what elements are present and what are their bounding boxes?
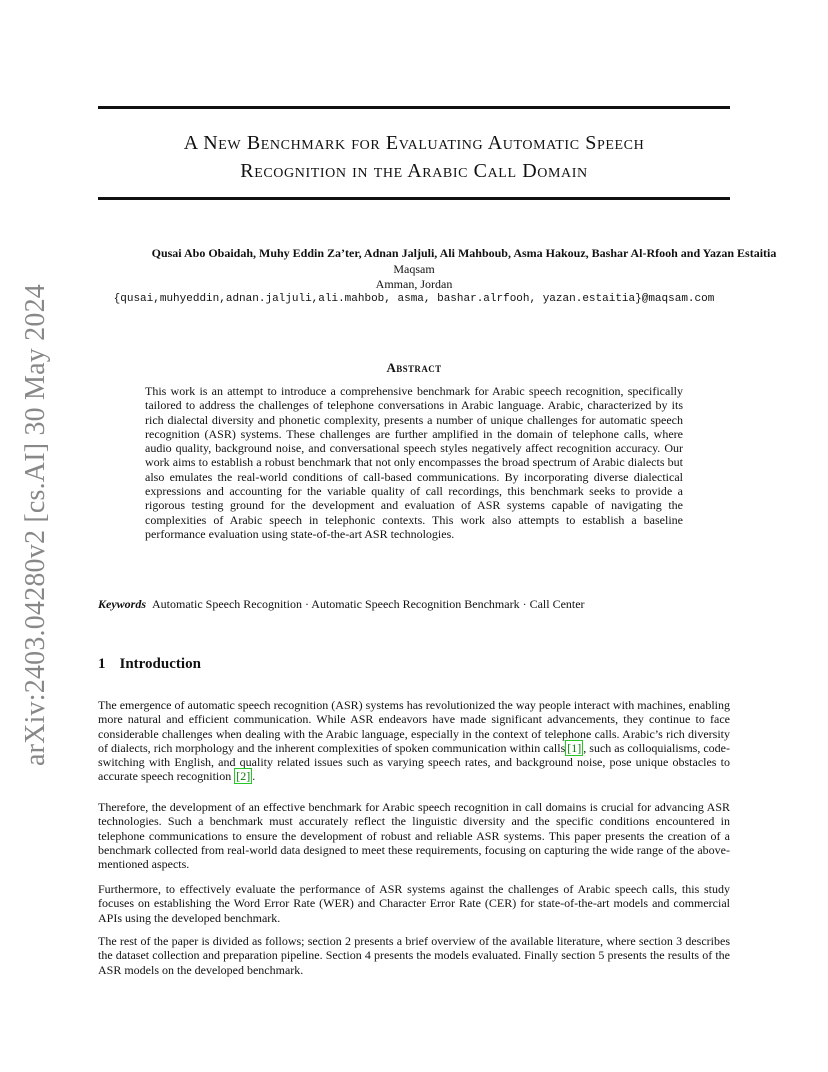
keywords-line: [98, 597, 730, 612]
intro-paragraph-1-part-c: .: [252, 769, 256, 784]
abstract-heading: Abstract: [386, 360, 442, 375]
paper-title-line-2: Recognition in the Arabic Call Domain: [240, 160, 588, 182]
intro-paragraph-3: Furthermore, to effectively evaluate the performance of ASR systems against the challenges of Arabic speech calls, this study focuses on establishing the Word Error Rate (WER) and Character Error Rate (CER) for state-of-the-art models and commercial APIs using the developed benchmark.: [98, 882, 730, 925]
author-list: Qusai Abo Obaidah, Muhy Eddin Za’ter, Adnan Jaljuli, Ali Mahboub, Asma Hakouz, Bashar Al-Rfooh and Yazan Estaitia: [151, 246, 777, 260]
title-top-rule: [98, 106, 730, 109]
arxiv-identifier-text: arXiv:2403.04280v2 [cs.AI] 30 May 2024: [20, 284, 51, 766]
author-emails: {qusai,muhyeddin,adnan.jaljuli,ali.mahbob, asma, bashar.alrfooh, yazan.estaitia}@maqsam.com: [113, 293, 715, 305]
keywords-text: Automatic Speech Recognition · Automatic Speech Recognition Benchmark · Call Center: [152, 597, 585, 611]
paper-title: [98, 129, 730, 185]
intro-paragraph-2: Therefore, the development of an effective benchmark for Arabic speech recognition in call domains is crucial for advancing ASR technologies. Such a benchmark must accurately reflect the linguistic diversity and the specific conditions encountered in telephone communications to ensure the development of robust and reliable ASR systems. This paper presents the creation of a benchmark collected from real-world data designed to meet these requirements, focusing on capturing the wide range of the above-mentioned aspects.: [98, 800, 730, 872]
title-bottom-rule: [98, 197, 730, 200]
section-heading-introduction: [98, 656, 201, 673]
arxiv-identifier-stamp: [16, 284, 56, 766]
affiliation-org: Maqsam: [393, 262, 435, 276]
keywords-label: Keywords: [98, 597, 146, 611]
section-number: 1: [98, 656, 106, 672]
intro-paragraph-1-part-b: , such as colloquialisms, code-switching with English, and quality related issues such as varying speech rates, and background noise, pose unique obstacles to accurate speech recognition: [98, 740, 731, 784]
paper-title-line-1: A New Benchmark for Evaluating Automatic Speech: [183, 132, 645, 154]
intro-paragraph-1: [98, 698, 730, 784]
affiliation-location: Amman, Jordan: [375, 277, 453, 291]
intro-paragraph-1-part-a: The emergence of automatic speech recognition (ASR) systems has revolutionized the way people interact with machines, enabling more natural and efficient communication. While ASR endeavors have made significant advancements, they continue to face considerable challenges when dealing with the Arabic language, especially in the context of telephone calls. Arabic’s rich diversity of dialects, rich morphology and the inherent complexities of spoken communication within calls: [98, 698, 730, 755]
citation-link-2[interactable]: [2]: [236, 769, 251, 784]
abstract-text: This work is an attempt to introduce a comprehensive benchmark for Arabic speech recognition, specifically tailored to address the challenges of telephone conversations in Arabic language. Arabic, characterized by its rich dialectal diversity and phonetic complexity, presents a number of unique challenges for automatic speech recognition (ASR) systems. These challenges are further amplified in the domain of telephone calls, where audio quality, background noise, and conversational speech styles negatively affect recognition accuracy. Our work aims to establish a robust benchmark that not only encompasses the broad spectrum of Arabic dialects but also emulates the real-world conditions of call-based communications. By incorporating diverse dialectical expressions and accounting for the variable quality of call recordings, this benchmark seeks to provide a rigorous testing ground for the development and evaluation of ASR systems capable of navigating the complexities of Arabic speech in telephonic contexts. This work also attempts to establish a baseline performance evaluation using state-of-the-art ASR technologies.: [145, 384, 683, 541]
section-title: Introduction: [119, 656, 201, 672]
citation-link-1[interactable]: [1]: [567, 740, 582, 755]
intro-paragraph-4: The rest of the paper is divided as follows; section 2 presents a brief overview of the available literature, where section 3 describes the dataset collection and preparation pipeline. Section 4 presents the models evaluated. Finally section 5 presents the results of the ASR models on the developed benchmark.: [98, 934, 730, 977]
